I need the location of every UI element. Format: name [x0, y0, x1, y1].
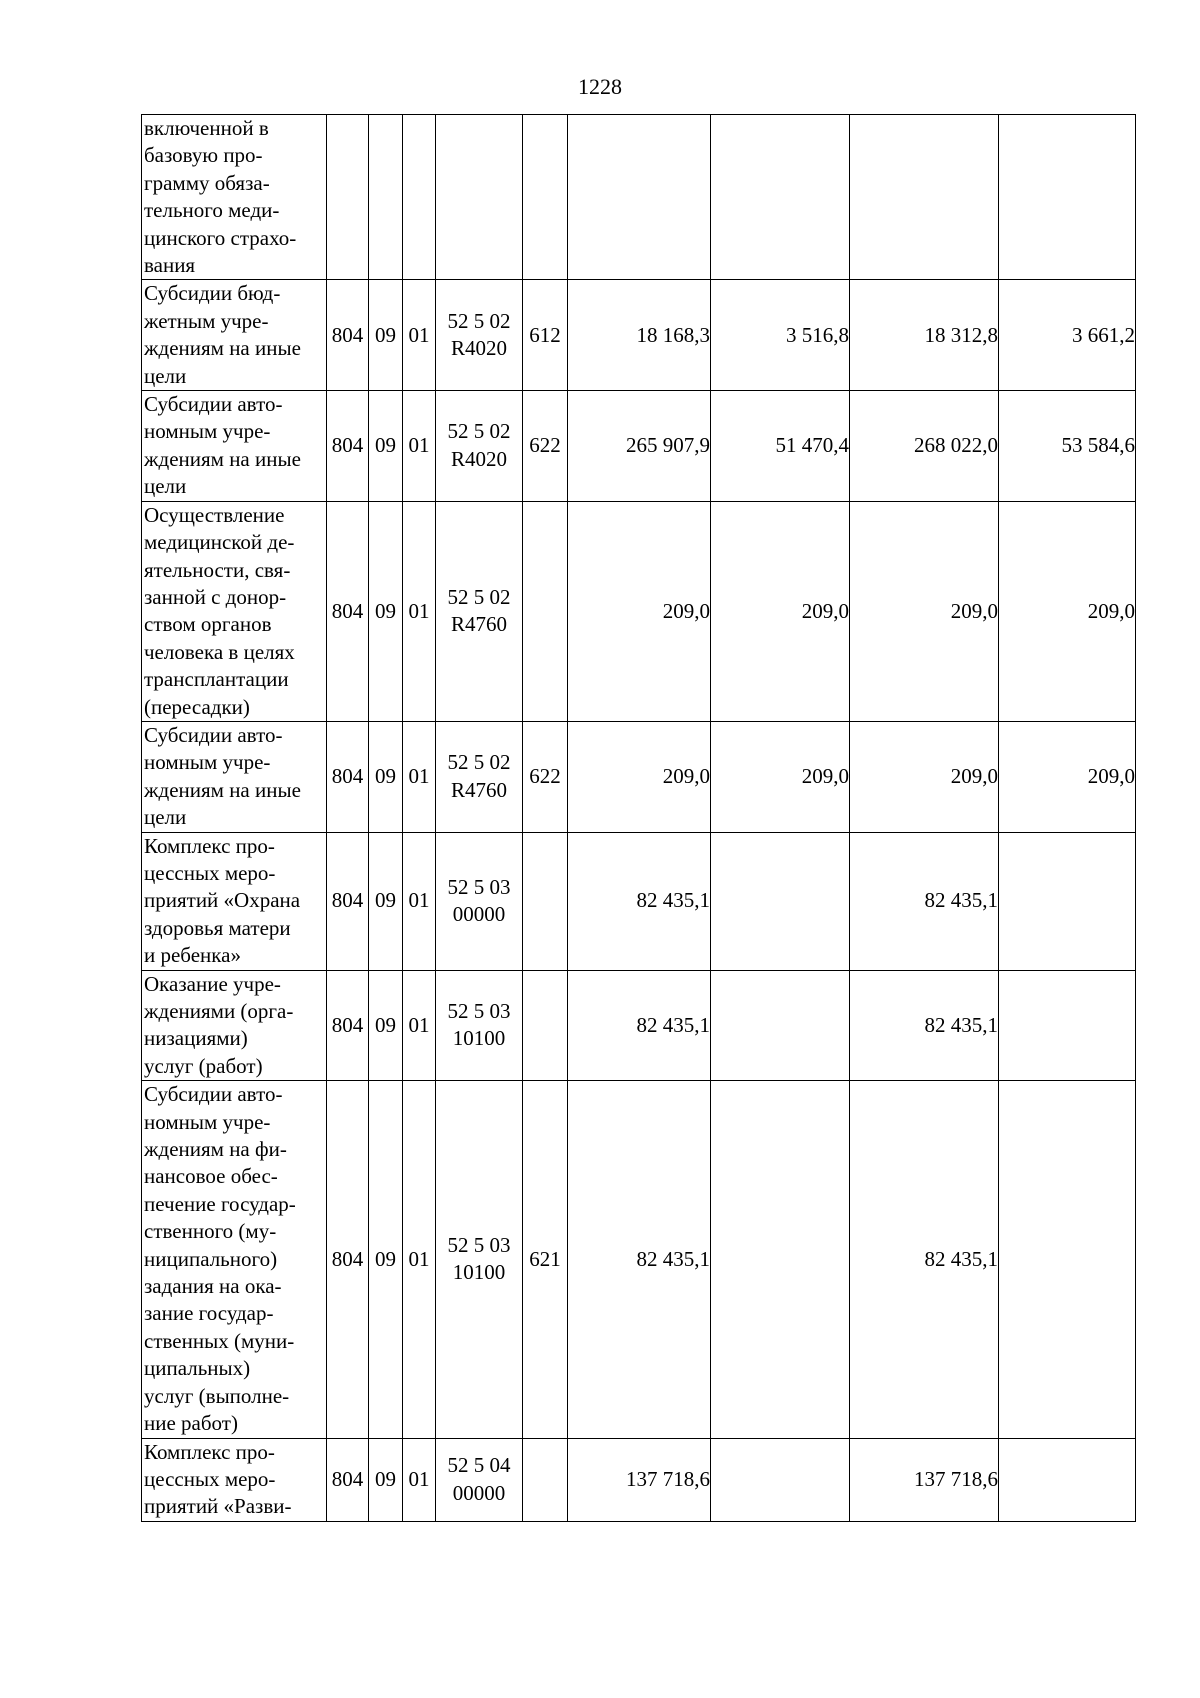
amount-cell-3: 268 022,0: [850, 391, 999, 502]
amount-cell-4: [999, 1081, 1136, 1438]
amount-cell-1: 82 435,1: [568, 970, 711, 1081]
target-article-cell: [436, 115, 523, 280]
row-name-line: печение государ-: [144, 1191, 296, 1216]
table-row: [142, 115, 1136, 280]
row-name-line: занной с донор-: [144, 584, 287, 609]
row-name-line: приятий «Разви-: [144, 1494, 292, 1519]
expense-type-cell: 612: [523, 280, 568, 391]
row-name-cell: [142, 1438, 327, 1521]
section-code-cell: 09: [369, 280, 403, 391]
target-article-line: 00000: [452, 1480, 506, 1505]
target-article-cell: [436, 1081, 523, 1438]
section-code-cell: [369, 115, 403, 280]
amount-cell-1: 82 435,1: [568, 832, 711, 970]
row-name-line: ниципального): [144, 1246, 278, 1271]
budget-table: [141, 114, 1136, 1522]
row-name-line: услуг (работ): [144, 1053, 263, 1078]
ministry-code-cell: 804: [327, 391, 369, 502]
row-name-line: грамму обяза-: [144, 170, 270, 195]
amount-cell-2: [711, 970, 850, 1081]
row-name-line: жетным учре-: [144, 308, 269, 333]
amount-cell-2: 209,0: [711, 501, 850, 721]
row-name-line: базовую про-: [144, 143, 263, 168]
row-name-cell: [142, 115, 327, 280]
row-name-line: ственных (муни-: [144, 1328, 295, 1353]
amount-cell-3: 137 718,6: [850, 1438, 999, 1521]
row-name-cell: [142, 721, 327, 832]
row-name-line: Осуществление: [144, 502, 285, 527]
row-name-line: человека в целях: [144, 639, 295, 664]
target-article-line: 52 5 02: [447, 750, 511, 775]
row-name-line: услуг (выполне-: [144, 1383, 290, 1408]
expense-type-cell: 622: [523, 721, 568, 832]
amount-cell-1: 209,0: [568, 721, 711, 832]
row-name-line: Субсидии бюд-: [144, 281, 281, 306]
row-name-line: Субсидии авто-: [144, 722, 283, 747]
amount-cell-2: [711, 115, 850, 280]
table-row: [142, 832, 1136, 970]
row-name-cell: [142, 391, 327, 502]
row-name-line: Оказание учре-: [144, 971, 281, 996]
table-row: [142, 970, 1136, 1081]
expense-type-cell: [523, 970, 568, 1081]
ministry-code-cell: 804: [327, 832, 369, 970]
amount-cell-3: 18 312,8: [850, 280, 999, 391]
table-row: [142, 1438, 1136, 1521]
amount-cell-2: 3 516,8: [711, 280, 850, 391]
row-name-cell: [142, 1081, 327, 1438]
ministry-code-cell: 804: [327, 1081, 369, 1438]
section-code-cell: 09: [369, 970, 403, 1081]
row-name-line: ждениям на иные: [144, 446, 301, 471]
section-code-cell: 09: [369, 1081, 403, 1438]
row-name-line: включенной в: [144, 116, 269, 140]
subsection-code-cell: 01: [403, 391, 436, 502]
amount-cell-2: [711, 832, 850, 970]
amount-cell-1: 137 718,6: [568, 1438, 711, 1521]
amount-cell-3: 82 435,1: [850, 970, 999, 1081]
row-name-line: ждениям на иные: [144, 777, 301, 802]
target-article-line: 52 5 02: [447, 308, 511, 333]
row-name-line: цели: [144, 474, 187, 499]
subsection-code-cell: 01: [403, 501, 436, 721]
target-article-cell: [436, 832, 523, 970]
ministry-code-cell: [327, 115, 369, 280]
target-article-line: 52 5 04: [447, 1453, 511, 1478]
target-article-cell: [436, 391, 523, 502]
expense-type-cell: 621: [523, 1081, 568, 1438]
row-name-line: вания: [144, 253, 196, 278]
amount-cell-2: 51 470,4: [711, 391, 850, 502]
target-article-line: R4760: [450, 612, 507, 637]
subsection-code-cell: 01: [403, 970, 436, 1081]
amount-cell-3: 82 435,1: [850, 832, 999, 970]
row-name-line: Комплекс про-: [144, 1439, 275, 1464]
amount-cell-3: 209,0: [850, 721, 999, 832]
page-number: 1228: [578, 74, 622, 99]
row-name-line: ципальных): [144, 1356, 251, 1381]
row-name-cell: [142, 970, 327, 1081]
target-article-line: R4760: [450, 777, 507, 802]
row-name-line: цели: [144, 805, 187, 830]
row-name-line: здоровья матери: [144, 915, 291, 940]
subsection-code-cell: 01: [403, 832, 436, 970]
row-name-line: ждениям на иные: [144, 336, 301, 361]
row-name-line: ждениями (орга-: [144, 999, 294, 1023]
row-name-line: цессных меро-: [144, 1466, 276, 1491]
ministry-code-cell: 804: [327, 1438, 369, 1521]
target-article-cell: [436, 721, 523, 832]
target-article-line: 52 5 03: [447, 1232, 511, 1257]
amount-cell-3: [850, 115, 999, 280]
subsection-code-cell: [403, 115, 436, 280]
ministry-code-cell: 804: [327, 721, 369, 832]
target-article-line: 52 5 03: [447, 874, 511, 899]
row-name-line: ждениям на фи-: [144, 1137, 287, 1162]
row-name-cell: [142, 280, 327, 391]
table-row: [142, 721, 1136, 832]
row-name-line: ятельности, свя-: [144, 557, 291, 582]
target-article-line: R4020: [450, 336, 507, 361]
amount-cell-2: [711, 1438, 850, 1521]
target-article-line: 10100: [452, 1260, 506, 1285]
amount-cell-1: 18 168,3: [568, 280, 711, 391]
table-row: [142, 280, 1136, 391]
target-article-line: 52 5 02: [447, 584, 511, 609]
expense-type-cell: [523, 501, 568, 721]
row-name-line: номным учре-: [144, 419, 271, 444]
row-name-line: ством органов: [144, 612, 272, 637]
amount-cell-4: 3 661,2: [999, 280, 1136, 391]
amount-cell-2: [711, 1081, 850, 1438]
table-row: [142, 501, 1136, 721]
row-name-line: задания на ока-: [144, 1274, 282, 1299]
amount-cell-3: 209,0: [850, 501, 999, 721]
row-name-cell: [142, 832, 327, 970]
subsection-code-cell: 01: [403, 721, 436, 832]
subsection-code-cell: 01: [403, 1438, 436, 1521]
amount-cell-4: 209,0: [999, 501, 1136, 721]
row-name-line: низациями): [144, 1026, 248, 1051]
amount-cell-1: [568, 115, 711, 280]
row-name-line: медицинской де-: [144, 530, 295, 555]
ministry-code-cell: 804: [327, 501, 369, 721]
amount-cell-1: 265 907,9: [568, 391, 711, 502]
section-code-cell: 09: [369, 1438, 403, 1521]
row-name-line: тельного меди-: [144, 198, 280, 223]
row-name-line: и ребенка»: [144, 943, 241, 968]
row-name-line: цели: [144, 363, 187, 388]
row-name-line: номным учре-: [144, 750, 271, 775]
amount-cell-4: [999, 115, 1136, 280]
table-row: [142, 391, 1136, 502]
amount-cell-4: [999, 970, 1136, 1081]
target-article-line: R4020: [450, 446, 507, 471]
expense-type-cell: [523, 832, 568, 970]
row-name-line: зание государ-: [144, 1301, 274, 1326]
row-name-line: Субсидии авто-: [144, 392, 283, 417]
target-article-line: 10100: [452, 1026, 506, 1051]
row-name-line: номным учре-: [144, 1109, 271, 1134]
section-code-cell: 09: [369, 501, 403, 721]
ministry-code-cell: 804: [327, 280, 369, 391]
amount-cell-4: [999, 832, 1136, 970]
expense-type-cell: 622: [523, 391, 568, 502]
target-article-cell: [436, 280, 523, 391]
row-name-line: нансовое обес-: [144, 1164, 278, 1189]
row-name-line: трансплантации: [144, 667, 289, 692]
expense-type-cell: [523, 1438, 568, 1521]
row-name-cell: [142, 501, 327, 721]
amount-cell-3: 82 435,1: [850, 1081, 999, 1438]
row-name-line: Комплекс про-: [144, 833, 275, 858]
section-code-cell: 09: [369, 832, 403, 970]
subsection-code-cell: 01: [403, 280, 436, 391]
target-article-line: 00000: [452, 902, 506, 927]
row-name-line: ственного (му-: [144, 1219, 277, 1244]
section-code-cell: 09: [369, 391, 403, 502]
row-name-line: цессных меро-: [144, 860, 276, 885]
subsection-code-cell: 01: [403, 1081, 436, 1438]
target-article-line: 52 5 02: [447, 419, 511, 444]
ministry-code-cell: 804: [327, 970, 369, 1081]
amount-cell-1: 209,0: [568, 501, 711, 721]
row-name-line: приятий «Охрана: [144, 888, 301, 913]
section-code-cell: 09: [369, 721, 403, 832]
amount-cell-2: 209,0: [711, 721, 850, 832]
table-row: [142, 1081, 1136, 1438]
amount-cell-4: 209,0: [999, 721, 1136, 832]
row-name-line: (пересадки): [144, 694, 250, 719]
row-name-line: цинского страхо-: [144, 225, 297, 250]
amount-cell-4: 53 584,6: [999, 391, 1136, 502]
target-article-cell: [436, 1438, 523, 1521]
row-name-line: Субсидии авто-: [144, 1082, 283, 1107]
amount-cell-1: 82 435,1: [568, 1081, 711, 1438]
amount-cell-4: [999, 1438, 1136, 1521]
budget-table-body: [142, 115, 1136, 1522]
target-article-cell: [436, 970, 523, 1081]
target-article-line: 52 5 03: [447, 999, 511, 1023]
target-article-cell: [436, 501, 523, 721]
expense-type-cell: [523, 115, 568, 280]
row-name-line: ние работ): [144, 1411, 238, 1436]
